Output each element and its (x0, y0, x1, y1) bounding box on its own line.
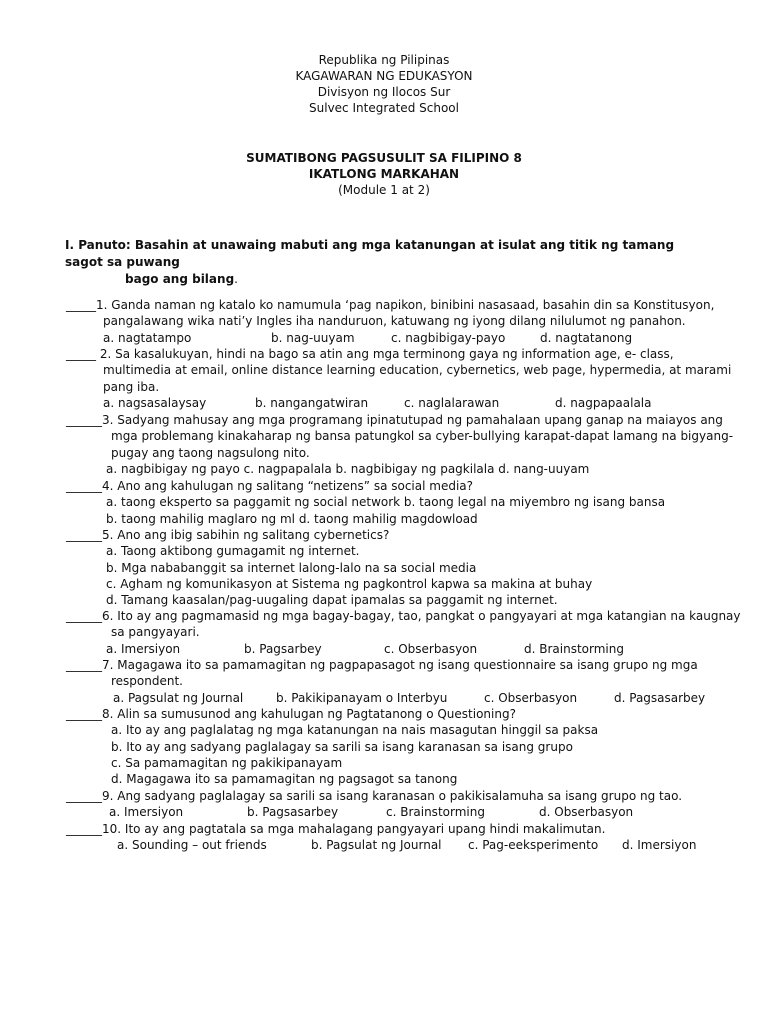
header-division: Divisyon ng Ilocos Sur (317, 85, 451, 99)
choice-a: a. Sounding – out friends (117, 838, 267, 853)
choice-c: c. naglalarawan (404, 395, 500, 410)
choice-a: a. Imersiyon (106, 641, 181, 656)
question-6-text-cont: sa pangyayari. (111, 625, 200, 640)
question-7-choices (66, 690, 716, 706)
question-3-text-cont: pugay ang taong nagsulong nito. (111, 445, 310, 460)
choice-c: c. Obserbasyon (384, 641, 478, 656)
question-7-text-cont: respondent. (111, 674, 183, 689)
choice-d: d. nagtatanong (540, 330, 633, 345)
question-6-text: ______6. Ito ay ang pagmamasid ng mga bagay-bagay, tao, pangkat o pangyayari at mga katangian na kaugnay (66, 609, 741, 623)
question-5-text: ______5. Ano ang ibig sabihin ng salitang cybernetics? (66, 528, 390, 542)
choice-c: c. Pag-eeksperimento (468, 838, 599, 853)
choice-b: b. nag-uuyam (271, 330, 355, 345)
exam-title: SUMATIBONG PAGSUSULIT SA FILIPINO 8 (246, 151, 522, 165)
choice-c: c. Brainstorming (386, 805, 485, 820)
question-7 (66, 657, 716, 706)
question-8-choice-a: a. Ito ay ang paglalatag ng mga katanungan na nais masagutan hinggil sa paksa (111, 723, 599, 738)
question-3-text-cont: mga problemang kinakaharap ng bansa patungkol sa cyber-bullying karapat-dapat lamang na bigyang- (111, 429, 734, 444)
school-header (0, 52, 768, 116)
choice-d: d. nagpapaalala (555, 395, 652, 410)
instructions-line-2-text: bago ang bilang (125, 272, 235, 286)
choice-d: d. Pagsasarbey (614, 690, 706, 705)
instructions-line-2 (65, 271, 705, 288)
exam-quarter: IKATLONG MARKAHAN (308, 167, 460, 181)
header-republic: Republika ng Pilipinas (318, 53, 450, 67)
question-7-text: ______7. Magagawa ito sa pamamagitan ng pagpapasagot ng isang questionnaire sa isang grupo ng mga (66, 658, 698, 672)
choice-b: b. nangangatwiran (255, 395, 369, 410)
question-2-text: _____ 2. Sa kasalukuyan, hindi na bago sa atin ang mga terminong gaya ng information age, e- class, (66, 347, 674, 361)
question-3-choices: a. nagbibigay ng payo c. nagpapalala b. nagbibigay ng pagkilala d. nang-uuyam (106, 461, 590, 476)
choice-a: a. Imersiyon (109, 805, 184, 820)
question-6 (66, 608, 741, 657)
choice-a: a. nagtatampo (103, 330, 192, 345)
question-5-choice-a: a. Taong aktibong gumagamit ng internet. (106, 544, 360, 559)
instructions-line-1: I. Panuto: Basahin at unawaing mabuti ang mga katanungan at isulat ang titik ng tamang sagot sa puwang (65, 238, 675, 269)
question-5-choice-c: c. Agham ng komunikasyon at Sistema ng pagkontrol kapwa sa makina at buhay (106, 576, 593, 591)
question-2-choices (66, 395, 716, 411)
question-1-text: _____1. Ganda naman ng katalo ko namumula ‘pag napikon, binibini nasasaad, basahin din sa Konstitusyon, (66, 298, 715, 312)
choice-b: b. Pakikipanayam o Interbyu (276, 690, 448, 705)
question-3-text: ______3. Sadyang mahusay ang mga programang ipinatutupad ng pamahalaan upang ganap na maiayos ang (66, 413, 723, 427)
question-9-choices (66, 804, 716, 820)
question-8-text: ______8. Alin sa sumusunod ang kahulugan ng Pagtatanong o Questioning? (66, 707, 516, 721)
question-5-choice-b: b. Mga nababanggit sa internet lalong-lalo na sa social media (106, 560, 477, 575)
choice-a: a. nagsasalaysay (103, 395, 207, 410)
instructions (65, 237, 705, 288)
exam-module: (Module 1 at 2) (338, 183, 430, 197)
question-4 (66, 478, 716, 527)
exam-title-block (0, 150, 768, 198)
question-2-text-cont: multimedia at email, online distance learning education, cybernetics, web page, hypermedia, at marami (103, 363, 732, 378)
question-9 (66, 788, 716, 821)
question-5 (66, 527, 716, 608)
question-8-choice-c: c. Sa pamamagitan ng pakikipanayam (111, 755, 343, 770)
question-1 (66, 297, 716, 346)
question-6-choices (66, 641, 716, 657)
question-1-text-cont: pangalawang wika nati’y Ingles iha nanduruon, katuwang ng iyong dilang nilulumot ng panahon. (103, 314, 686, 329)
question-4-choice-line: a. taong eksperto sa paggamit ng social network b. taong legal na miyembro ng isang bansa (106, 495, 666, 510)
question-1-choices (66, 330, 716, 346)
choice-d: d. Obserbasyon (539, 805, 634, 820)
choice-d: d. Brainstorming (524, 641, 624, 656)
header-department: KAGAWARAN NG EDUKASYON (295, 69, 473, 83)
question-2 (66, 346, 732, 411)
choice-b: b. Pagsarbey (244, 641, 322, 656)
question-10 (66, 821, 716, 854)
question-3 (66, 412, 734, 477)
choice-d: d. Imersiyon (622, 838, 697, 853)
question-8 (66, 706, 716, 787)
question-8-choice-d: d. Magagawa ito sa pamamagitan ng pagsagot sa tanong (111, 772, 458, 787)
question-5-choice-d: d. Tamang kaasalan/pag-uugaling dapat ipamalas sa paggamit ng internet. (106, 593, 558, 608)
choice-a: a. Pagsulat ng Journal (113, 690, 244, 705)
choice-b: b. Pagsasarbey (247, 805, 339, 820)
question-10-choices (66, 837, 716, 853)
instructions-period: . (234, 272, 238, 286)
choice-b: b. Pagsulat ng Journal (311, 838, 442, 853)
question-10-text: ______10. Ito ay ang pagtatala sa mga mahalagang pangyayari upang hindi makalimutan. (66, 822, 606, 836)
question-9-text: ______9. Ang sadyang paglalagay sa sarili sa isang karanasan o pakikisalamuha sa isang grupo ng tao. (66, 789, 683, 803)
question-8-choice-b: b. Ito ay ang sadyang paglalagay sa sarili sa isang karanasan sa isang grupo (111, 739, 573, 754)
question-2-text-cont: pang iba. (103, 379, 160, 394)
question-4-text: ______4. Ano ang kahulugan ng salitang “netizens” sa social media? (66, 479, 474, 493)
question-4-choice-line: b. taong mahilig maglaro ng ml d. taong mahilig magdowload (106, 511, 478, 526)
choice-c: c. nagbibigay-payo (391, 330, 506, 345)
header-school: Sulvec Integrated School (309, 101, 459, 115)
choice-c: c. Obserbasyon (484, 690, 578, 705)
